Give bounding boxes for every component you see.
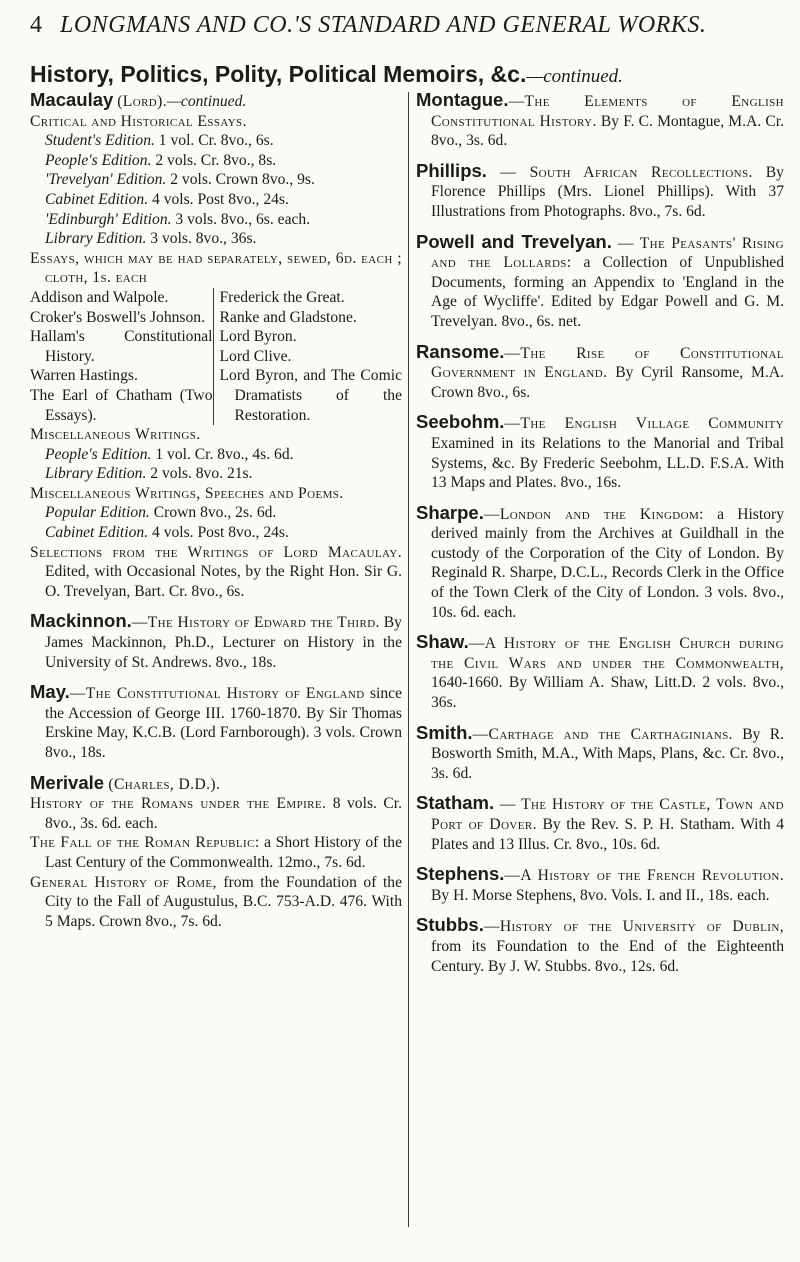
author-name: Macaulay (30, 89, 114, 110)
edition-line: Library Edition. 3 vols. 8vo., 36s. (45, 230, 257, 248)
author-name: Mackinnon. (30, 610, 132, 632)
work-title: —Carthage and the Carthaginians. (472, 725, 733, 743)
essays-list-right (213, 288, 403, 425)
edition-line: Popular Edition. Crown 8vo., 2s. 6d. (45, 504, 277, 522)
entry-ransome (416, 342, 784, 403)
entry-macaulay (30, 90, 402, 601)
essay-title: Croker's Boswell's Johnson. (30, 308, 205, 326)
right-column (416, 90, 784, 986)
work-details: since the Accession of George III. 1760-1870. By Sir Thomas Erskine May, K.C.B. (Lord Farnborough). 3 vols. Crown 8vo., 18s. (45, 685, 402, 761)
author-name: Statham. (416, 792, 495, 814)
essay-title: Frederick the Great. (219, 288, 345, 306)
entry-seebohm (416, 412, 784, 492)
entry-stephens (416, 864, 784, 905)
section-heading-main: History, Politics, Polity, Political Memoirs, &c. (30, 61, 527, 87)
essay-title: The Earl of Chatham (Two Essays). (30, 386, 213, 424)
essays-intro: Essays, which may be had separately, sewed, 6d. each ; cloth, 1s. each (30, 249, 402, 287)
work-details: 1640-1660. By William A. Shaw, Litt.D. 2 vols. 8vo., 36s. (431, 674, 784, 712)
work-title: —The Rise of Constitutional Government in England. (431, 344, 784, 382)
edition-line: Student's Edition. 1 vol. Cr. 8vo., 6s. (45, 132, 274, 150)
column-divider (408, 92, 409, 1227)
work-details: a Collection of Unpublished Documents, forming an Appendix to 'England in the Age of Wycliffe'. Edited by Edgar Powell and G. M. Trevelyan. 8vo., 6s. net. (431, 254, 784, 330)
author-name: May. (30, 681, 70, 703)
work-line: History of the Romans under the Empire. 8 vols. Cr. 8vo., 3s. 6d. each. (30, 795, 402, 832)
essay-title: Lord Byron. (219, 328, 297, 346)
edition-line: Cabinet Edition. 4 vols. Post 8vo., 24s. (45, 524, 289, 542)
running-head-title: LONGMANS AND CO.'S STANDARD AND GENERAL WORKS. (60, 12, 707, 38)
essay-title: Ranke and Gladstone. (219, 308, 357, 326)
edition-line: 'Trevelyan' Edition. 2 vols. Crown 8vo., 9s. (45, 171, 315, 189)
work-details: Examined in its Relations to the Manorial and Tribal Systems, &c. By Frederic Seebohm, LL.D. F.S.A. With 13 Maps and Plates. 8vo., 16s. (431, 434, 784, 492)
work-details: a History derived mainly from the Archives at Guildhall in the custody of the Corporation of the City of London. By Reginald R. Sharpe, D.C.L., Records Clerk in the Office of the Town Clerk of the City of London. 3 vols. 8vo., 10s. 6d. each. (431, 505, 784, 621)
author-name: Phillips. (416, 159, 487, 181)
essays-list (30, 288, 402, 425)
essay-title: Warren Hastings. (30, 367, 138, 385)
work-details: By R. Bosworth Smith, M.A., With Maps, Plans, &c. Cr. 8vo., 3s. 6d. (431, 725, 784, 782)
page-number: 4 (30, 12, 43, 38)
section-heading (30, 60, 790, 91)
work-title: — The Peasants' Rising and the Lollards: (431, 234, 784, 272)
work-title: —A History of the English Church during the Civil Wars and under the Commonwealth, (431, 635, 784, 672)
essay-title: Lord Clive. (219, 347, 292, 365)
author-name: Powell and Trevelyan. (416, 230, 612, 252)
work-heading: Miscellaneous Writings, Speeches and Poems. (30, 484, 344, 502)
work-details: By the Rev. S. P. H. Statham. With 4 Plates and 13 Illus. Cr. 8vo., 10s. 6d. (431, 816, 784, 853)
essay-title: Addison and Walpole. (30, 288, 169, 306)
work-title: — The History of the Castle, Town and Port of Dover. (431, 796, 784, 833)
edition-line: People's Edition. 2 vols. Cr. 8vo., 8s. (45, 151, 277, 169)
author-name: Stubbs. (416, 914, 484, 936)
entry-smith (416, 723, 784, 784)
entry-powell-trevelyan (416, 232, 784, 332)
author-qualifier: (Lord). (117, 93, 168, 110)
entry-may (30, 682, 402, 762)
work-title: —The Elements of English Constitutional History. (431, 93, 784, 130)
entry-montague (416, 90, 784, 151)
work-details: By Florence Phillips (Mrs. Lionel Phillips). With 37 Illustrations from Photographs. 8vo., 7s. 6d. (431, 163, 784, 220)
section-heading-continued: —continued. (526, 66, 623, 87)
work-title: —A History of the French Revolution. (504, 867, 784, 885)
author-name: Stephens. (416, 863, 505, 885)
author-name: Montague. (416, 89, 509, 110)
running-head (30, 8, 780, 42)
entry-phillips (416, 161, 784, 222)
work-details: By H. Morse Stephens, 8vo. Vols. I. and II., 18s. each. (431, 886, 770, 904)
work-details: By James Mackinnon, Ph.D., Lecturer on History in the University of St. Andrews. 8vo., 18s. (45, 614, 402, 671)
edition-line: Cabinet Edition. 4 vols. Post 8vo., 24s. (45, 190, 289, 208)
work-title: —London and the Kingdom: (483, 505, 704, 523)
essay-title: Lord Byron, and The Comic Dramatists of the Restoration. (219, 367, 402, 424)
work-title: —History of the University of Dublin, (483, 918, 784, 936)
entry-merivale (30, 773, 402, 932)
work-title: —The English Village Community (504, 415, 784, 433)
work-title: —The Constitutional History of England (69, 685, 365, 703)
work-title: — South African Recollections. (486, 163, 753, 181)
work-details: from its Foundation to the End of the Eighteenth Century. By J. W. Stubbs. 8vo., 12s. 6d. (431, 937, 784, 975)
author-qualifier: (Charles, D.D.). (104, 775, 221, 793)
author-name: Shaw. (416, 631, 469, 653)
work-heading: Miscellaneous Writings. (30, 426, 201, 444)
entry-sharpe (416, 503, 784, 623)
work-title: —The History of Edward the Third. (131, 614, 380, 632)
author-name: Merivale (30, 771, 105, 793)
work-heading: Critical and Historical Essays. (30, 112, 247, 130)
essays-list-left (30, 288, 213, 425)
author-name: Smith. (416, 721, 473, 743)
work-line: The Fall of the Roman Republic: a Short History of the Last Century of the Commonwealth. 12mo., 7s. 6d. (30, 834, 402, 871)
essay-title: Hallam's Constitutional History. (30, 328, 213, 365)
work-details: By F. C. Montague, M.A. Cr. 8vo., 3s. 6d. (431, 112, 784, 150)
edition-line: 'Edinburgh' Edition. 3 vols. 8vo., 6s. each. (45, 210, 311, 228)
entry-shaw (416, 632, 784, 712)
continued-label: —continued. (167, 93, 247, 110)
author-name: Ransome. (416, 340, 505, 362)
edition-line: Library Edition. 2 vols. 8vo. 21s. (45, 465, 253, 483)
work-line: General History of Rome, from the Foundation of the City to the Fall of Augustulus, B.C. 753-A.D. 476. With 5 Maps. Crown 8vo., 7s. 6d. (30, 873, 402, 930)
author-name: Sharpe. (416, 501, 484, 523)
work-details: By Cyril Ransome, M.A. Crown 8vo., 6s. (431, 364, 784, 401)
selections-line: Selections from the Writings of Lord Macaulay. Edited, with Occasional Notes, by the Right Hon. Sir G. O. Trevelyan, Bart. Cr. 8vo., 6s. (30, 543, 402, 600)
entry-stubbs (416, 915, 784, 976)
left-column (30, 90, 402, 941)
author-name: Seebohm. (416, 411, 505, 433)
edition-line: People's Edition. 1 vol. Cr. 8vo., 4s. 6d. (45, 445, 294, 463)
entry-statham (416, 793, 784, 854)
entry-mackinnon (30, 611, 402, 672)
